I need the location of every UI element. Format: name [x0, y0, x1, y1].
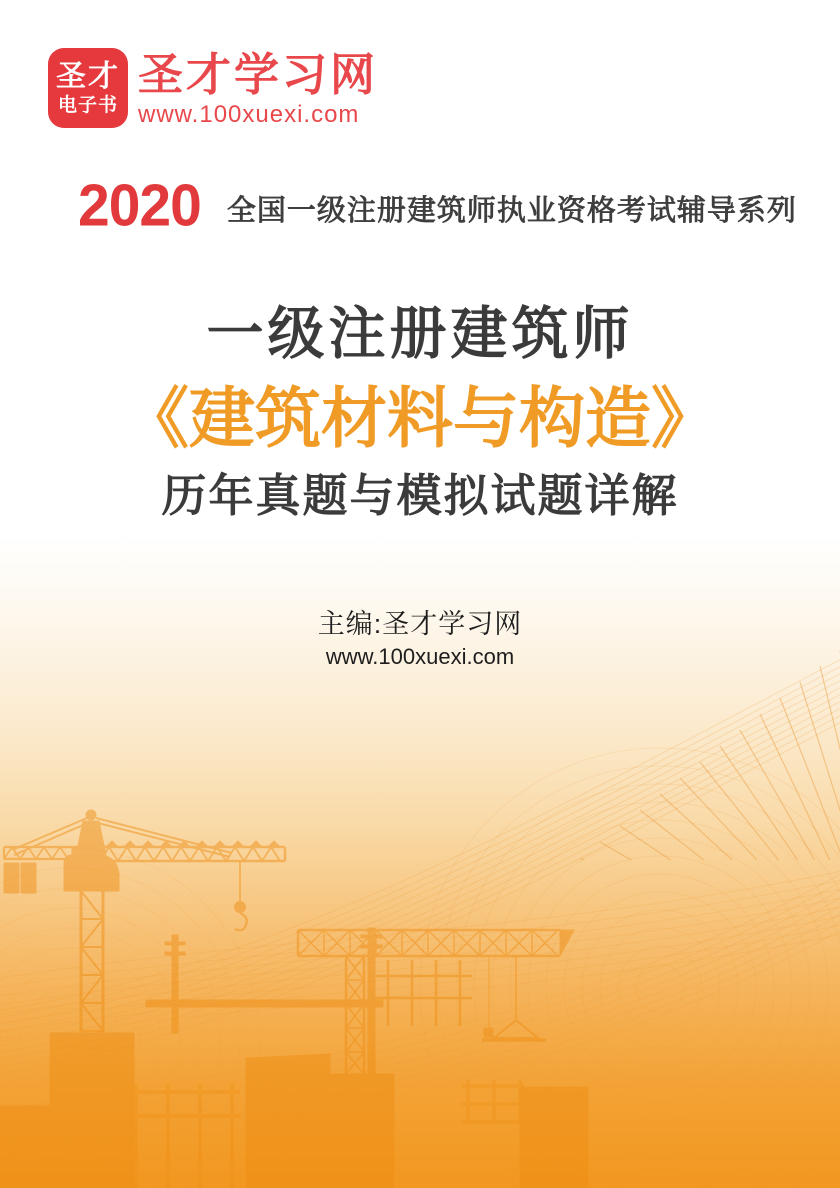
publisher-logo: [48, 48, 128, 128]
book-title-line3: 历年真题与模拟试题详解: [161, 470, 679, 521]
editor-url: www.100xuexi.com: [325, 644, 515, 670]
series-year: 2020: [78, 172, 201, 240]
logo-text-top: 圣才: [56, 59, 120, 93]
scaffold-grid-right: [462, 1080, 524, 1122]
series-row: [78, 172, 800, 240]
brand-text: [138, 48, 378, 129]
swirl-bundle-3: [0, 858, 840, 1051]
tower-crane-left: [4, 810, 285, 1060]
book-title-line1: 一级注册建筑师: [206, 302, 634, 366]
hatch-stripes: [246, 1055, 330, 1154]
scaffold-grid-left: [126, 1084, 240, 1188]
buildings: [0, 1033, 588, 1188]
book-title-block: [0, 302, 840, 521]
swirl-bundle-2: [0, 838, 840, 1174]
gantry-crane-middle: [298, 930, 574, 1074]
book-title-line2: 《建筑材料与构造》: [123, 381, 717, 455]
site-url: www.100xuexi.com: [138, 100, 360, 128]
silhouettes: [0, 810, 588, 1188]
logo-text-bottom: 电子书: [57, 94, 118, 116]
editor-label: 主编:圣才学习网: [317, 609, 523, 639]
series-title: 全国一级注册建筑师执业资格考试辅导系列: [226, 195, 797, 227]
swirl-bundle-1: [0, 628, 840, 1081]
editor-block: [0, 608, 840, 671]
scaffold-posts: [146, 928, 383, 1074]
site-name: 圣才学习网: [138, 49, 379, 100]
brand-header: [48, 48, 378, 129]
fan-lines: [580, 650, 840, 1018]
contour-circles-right: [420, 748, 840, 1188]
contour-circles-left: [0, 848, 260, 1188]
